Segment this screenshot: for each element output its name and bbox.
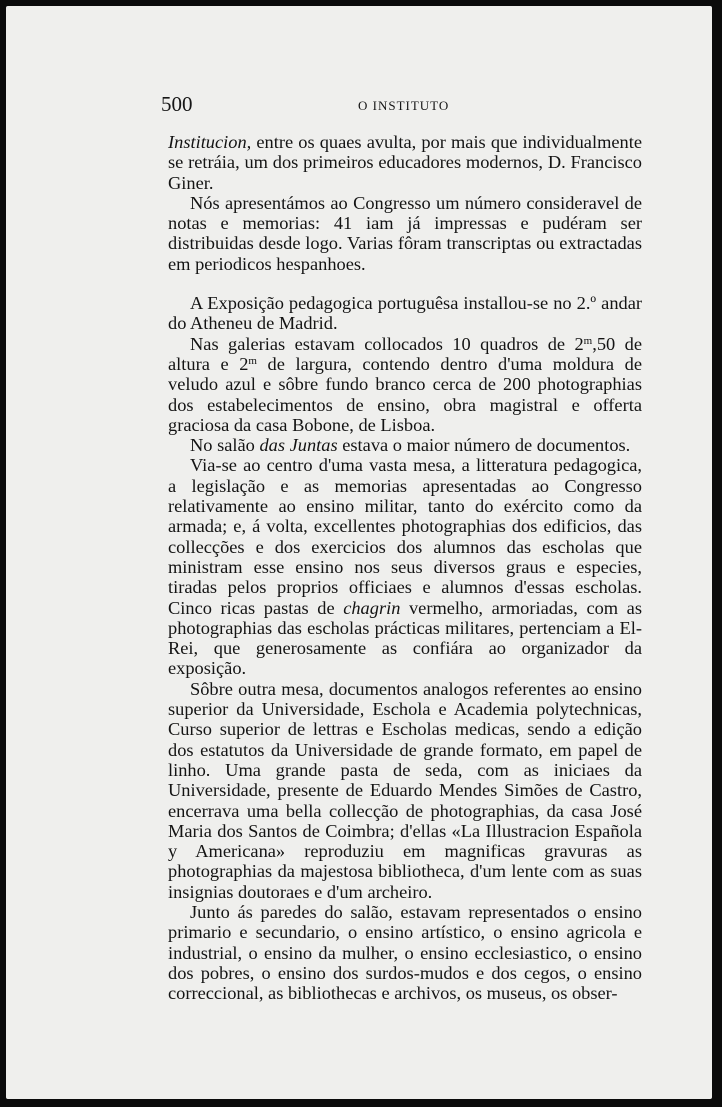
body-text [168,132,642,1003]
paragraph-text: estava o maior número de documentos. [337,435,631,456]
superscript-m: m [583,334,593,347]
paragraph-congresso-notas: Nós apresentámos ao Congresso um número consideravel de notas e memorias: 41 iam já impressas e pudéram ser distribuidas desde logo. Varias fôram transcriptas ou extractadas em periodicos hespanhoes. [168,192,642,274]
paragraph-text: vermelho, armoriadas, com as photographias das escholas prácticas militares, pertenciam a El-Rei, que generosamente as confiára ao organizador da exposição. [168,597,642,679]
paragraph-outra-mesa: Sôbre outra mesa, documentos analogos referentes ao ensino superior da Universidade, Eschola e Academia polytechnicas, Curso superior de lettras e Escholas medicas, sendo a edição dos estatutos da Universidade de grande formato, em papel de linho. Uma grande pasta de seda, com as iniciaes da Universidade, presente de Eduardo Mendes Simões de Castro, encerrava uma bella collecção de photographias, da casa José Maria dos Santos de Coimbra; d'ellas «La Illustracion Española y Americana» reproduziu em magnificas gravuras as photographias da majestosa bibliotheca, d'um lente com as suas insignias doutoraes e d'um archeiro. [168,678,642,902]
paragraph-galerias [168,334,642,435]
paragraph-text: Nas galerias estavam collocados 10 quadros de 2 [190,333,584,354]
running-title: O INSTITUTO [358,98,450,113]
scanned-page [6,6,712,1099]
italic-das-juntas: das Juntas [259,435,338,456]
italic-chagrin: chagrin [343,597,401,618]
page-number: 500 [161,92,193,116]
paragraph-text: No salão [190,435,260,456]
paragraph-salao-juntas [168,435,642,455]
paragraph-exposicao: A Exposição pedagogica portuguêsa installou-se no 2.º andar do Atheneu de Madrid. [168,293,642,334]
paragraph-continuation [168,132,642,193]
paragraph-text: Via-se ao centro d'uma vasta mesa, a litteratura pedagogica, a legislação e as memorias apresentadas ao Congresso relativamente ao ensino militar, tanto do exército como da armada; e, á volta, excellentes photographias dos edificios, das collecções e dos exercicios dos alumnos das escholas que ministram esse ensino nos seus diversos graus e especies, tiradas pelos proprios officiaes e alumnos d'essas escholas. Cinco ricas pastas de [168,455,642,618]
italic-institucion: Institucion, [168,132,252,152]
paragraph-text: de largura, contendo dentro d'uma moldura de veludo azul e sôbre fundo branco cerca de 200 photographias dos estabelecimentos de ensino, obra magistral e offerta graciosa da casa Bobone, de Lisboa. [168,353,642,435]
paragraph-paredes-salao: Junto ás paredes do salão, estavam representados o ensino primario e secundario, o ensino artístico, o ensino agricola e industrial, o ensino da mulher, o ensino ecclesiastico, o ensino dos pobres, o ensino dos surdos-mudos e dos cegos, o ensino correccional, as bibliothecas e archivos, os museus, os obser- [168,901,642,1004]
superscript-m: m [248,354,257,367]
paragraph-text: ,50 de altura e 2 [168,333,642,374]
paragraph-via-se [168,455,642,678]
paragraph-text: entre os quaes avulta, por mais que individualmente se retráia, um dos primeiros educadores modernos, D. Francisco Giner. [168,132,642,193]
